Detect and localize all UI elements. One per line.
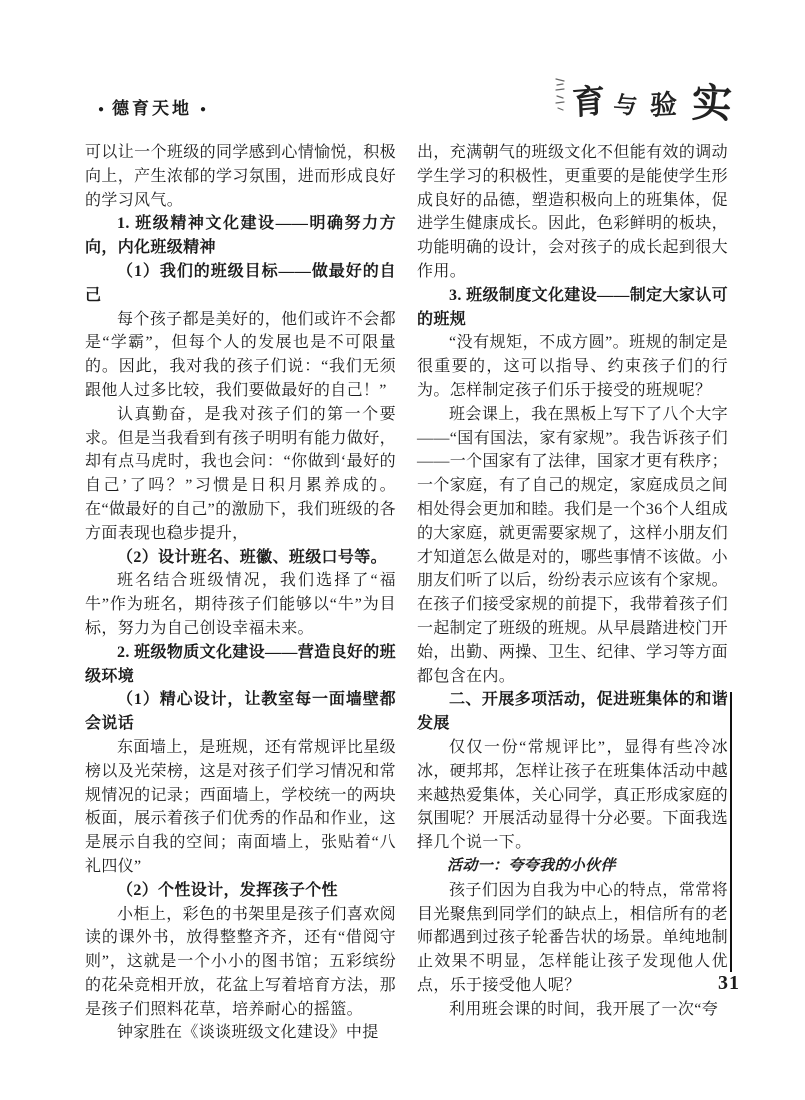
right-column <box>417 141 728 1025</box>
paragraph: 仅仅一份“常规评比”，显得有些冷冰冰，硬邦邦，怎样让孩子在班集体活动中越来越热爱集体，关心同学，真正形成家庭的氛围呢？开展活动显得十分必要。下面我选择几个说一下。 <box>417 738 728 852</box>
activity-subheading: 活动一：夸夸我的小伙伴 <box>447 857 616 874</box>
paragraph: 班名结合班级情况，我们选择了“福牛”作为班名，期待孩子们能够以“牛”为目标，努力为自己创设幸福未来。 <box>85 572 396 637</box>
column-section-label <box>90 94 214 119</box>
section-heading: 二、开展多项活动，促进班集体的和谐发展 <box>417 691 728 733</box>
section-heading: （1）精心设计，让教室每一面墙壁都会说话 <box>85 691 396 733</box>
section-heading: （1）我们的班级目标——做最好的自己 <box>85 262 396 304</box>
section-heading: 2. 班级物质文化建设——营造良好的班级环境 <box>85 643 396 685</box>
section-heading: 1. 班级精神文化建设——明确努力方向，内化班级精神 <box>85 215 396 257</box>
margin-rule <box>730 692 732 972</box>
paragraph: 钟家胜在《谈谈班级文化建设》中提 <box>117 1024 379 1042</box>
paragraph: 孩子们因为自我为中心的特点，常常将目光聚焦到同学们的缺点上，相信所有的老师都遇到过孩子轮番告状的场景。单纯地制止效果不明显，怎样能让孩子发现他人优点，乐于接受他人呢？ <box>417 881 728 994</box>
paragraph: 小柜上，彩色的书架里是孩子们喜欢阅读的课外书，放得整整齐齐，还有“借阅守则”，这就是一个小小的图书馆；五彩缤纷的花朵竞相开放，花盆上写着培育方法，那是孩子们照料花草，培养耐心的摇篮。 <box>85 905 396 1018</box>
column-section-title: 德育天地 <box>112 99 193 118</box>
paragraph: 认真勤奋，是我对孩子们的第一个要求。但是当我看到有孩子明明有能力做好，却有点马虎时，我也会问：“你做到‘最好的自己’了吗？”习惯是日积月累养成的。在“做最好的自己”的激励下，我们班级的各方面表现也稳步提升， <box>85 405 396 542</box>
paragraph: 东面墙上，是班规，还有常规评比星级榜以及光荣榜，这是对孩子们学习情况和常规情况的记录；西面墙上，学校统一的两块板面，展示着孩子们优秀的作品和作业，这是展示自我的空间；南面墙上，张贴着“八礼四仪” <box>85 738 396 875</box>
section-heading: （2）设计班名、班徽、班级口号等。 <box>117 548 387 566</box>
bullet-icon: ● <box>98 104 105 115</box>
logo-signature-mark <box>554 76 566 119</box>
paragraph: “没有规矩，不成方圆”。班规的制定是很重要的，这可以指导、约束孩子们的行为。怎样制定孩子们乐于接受的班规呢？ <box>417 334 728 399</box>
page-number: 31 <box>718 972 740 994</box>
bullet-icon: ● <box>200 104 207 115</box>
paragraph: 利用班会课的时间，我开展了一次“夸 <box>449 1000 719 1018</box>
paragraph: 可以让一个班级的同学感到心情愉悦，积极向上，产生浓郁的学习氛围，进而形成良好的学习风气。 <box>85 144 396 209</box>
logo-calligraphy-character: 与 <box>611 92 639 119</box>
paragraph: 每个孩子都是美好的，他们或许不会都是“学霸”，但每个人的发展也是不可限量的。因此，我对我的孩子们说：“我们无须跟他人过多比较，我们要做最好的自己！” <box>85 310 396 399</box>
journal-logo <box>552 70 737 134</box>
logo-calligraphy-character: 实 <box>691 80 733 127</box>
logo-calligraphy-character: 验 <box>649 89 678 121</box>
section-heading: 3. 班级制度文化建设——制定大家认可的班规 <box>417 286 728 328</box>
paragraph: 班会课上，我在黑板上写下了八个大字——“国有国法，家有家规”。我告诉孩子们——一个国家有了法律，国家才更有秩序；一个家庭，有了自己的规定，家庭成员之间相处得会更加和睦。我们是一个36个人组成的大家庭，就更需要家规了，这样小朋友们才知道怎么做是对的，哪些事情不该做。小朋友们听了以后，纷纷表示应该有个家规。在孩子们接受家规的前提下，我带着孩子们一起制定了班级的班规。从早晨踏进校门开始，出勤、两操、卫生、纪律、学习等方面都包含在内。 <box>417 405 729 685</box>
section-heading: （2）个性设计，发挥孩子个性 <box>117 881 338 899</box>
left-column <box>85 141 396 1042</box>
logo-calligraphy-character: 育 <box>571 83 606 123</box>
paragraph: 出，充满朝气的班级文化不但能有效的调动学生学习的积极性，更重要的是能使学生形成良好的品德，塑造积极向上的班集体，促进学生健康成长。因此，色彩鲜明的板块，功能明确的设计，会对孩子的成长起到很大作用。 <box>417 144 728 280</box>
